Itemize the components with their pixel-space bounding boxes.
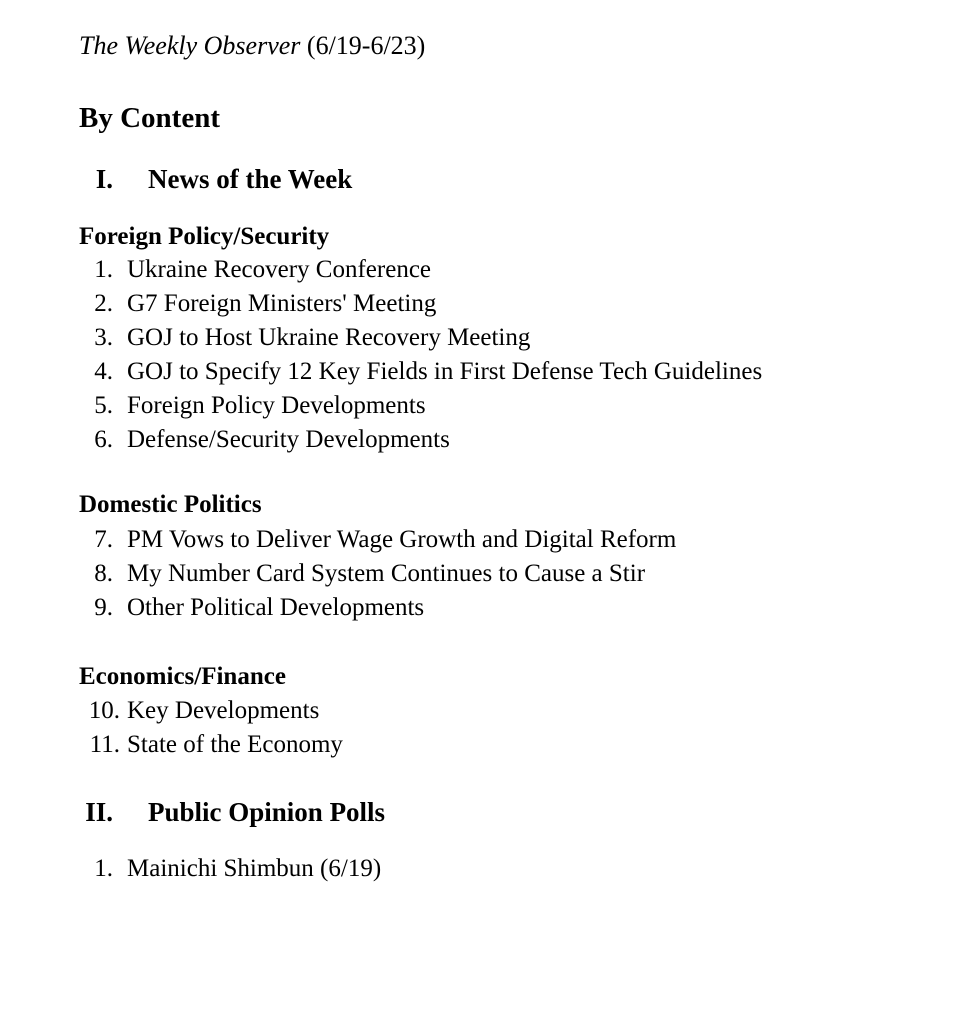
list-item [79, 591, 676, 625]
list-item [79, 287, 762, 321]
subsection-header-foreign-policy-security: Foreign Policy/Security [79, 223, 330, 250]
list-item-number: 1. [94, 256, 113, 283]
list-item-number: 11. [89, 731, 120, 758]
list-item-number: 3. [94, 324, 113, 351]
document-title-name: The Weekly Observer [79, 31, 301, 60]
list-item [79, 355, 762, 389]
list-item-label: Defense/Security Developments [127, 426, 450, 453]
section-heading-news-of-the-week [79, 162, 352, 196]
list-item [79, 852, 381, 886]
list-item-label: G7 Foreign Ministers' Meeting [127, 290, 437, 317]
list-item [79, 389, 762, 423]
list-domestic-politics [79, 523, 676, 625]
list-item-label: PM Vows to Deliver Wage Growth and Digital Reform [127, 526, 677, 553]
list-item-number: 7. [94, 526, 113, 553]
document-title [79, 29, 425, 63]
document-title-dates: (6/19-6/23) [300, 31, 426, 60]
list-item-label: GOJ to Host Ukraine Recovery Meeting [127, 324, 531, 351]
list-item-label: State of the Economy [127, 731, 343, 758]
list-item-label: Other Political Developments [127, 594, 425, 621]
list-item-number: 2. [94, 290, 113, 317]
list-item-label: Foreign Policy Developments [127, 392, 426, 419]
list-public-opinion-polls [79, 852, 381, 886]
list-item-number: 10. [88, 697, 120, 724]
list-item-number: 4. [94, 358, 113, 385]
list-item-number: 9. [94, 594, 113, 621]
list-item [79, 321, 762, 355]
list-item-number: 1. [94, 855, 113, 882]
list-foreign-policy-security [79, 253, 762, 457]
list-item [79, 694, 343, 728]
subsection-header-domestic-politics: Domestic Politics [79, 491, 262, 518]
list-item-label: GOJ to Specify 12 Key Fields in First Defense Tech Guidelines [127, 358, 763, 385]
list-item-number: 6. [94, 426, 113, 453]
subsection-header-economics-finance: Economics/Finance [79, 663, 286, 690]
roman-heading-label: News of the Week [148, 164, 353, 194]
page-title: By Content [79, 102, 220, 134]
list-item-label: Mainichi Shimbun (6/19) [127, 855, 382, 882]
list-item-label: Ukraine Recovery Conference [127, 256, 432, 283]
roman-heading-label: Public Opinion Polls [148, 797, 386, 827]
list-item-number: 5. [94, 392, 113, 419]
list-item-label: My Number Card System Continues to Cause a Stir [127, 560, 646, 587]
list-item [79, 728, 343, 762]
list-item [79, 557, 676, 591]
list-item [79, 253, 762, 287]
list-economics-finance [79, 694, 343, 762]
section-heading-public-opinion-polls [79, 795, 385, 829]
roman-numeral-marker: I. [95, 164, 113, 194]
list-item-number: 8. [94, 560, 113, 587]
list-item [79, 523, 676, 557]
list-item-label: Key Developments [127, 697, 320, 724]
list-item [79, 423, 762, 457]
roman-numeral-marker: II. [85, 797, 113, 827]
